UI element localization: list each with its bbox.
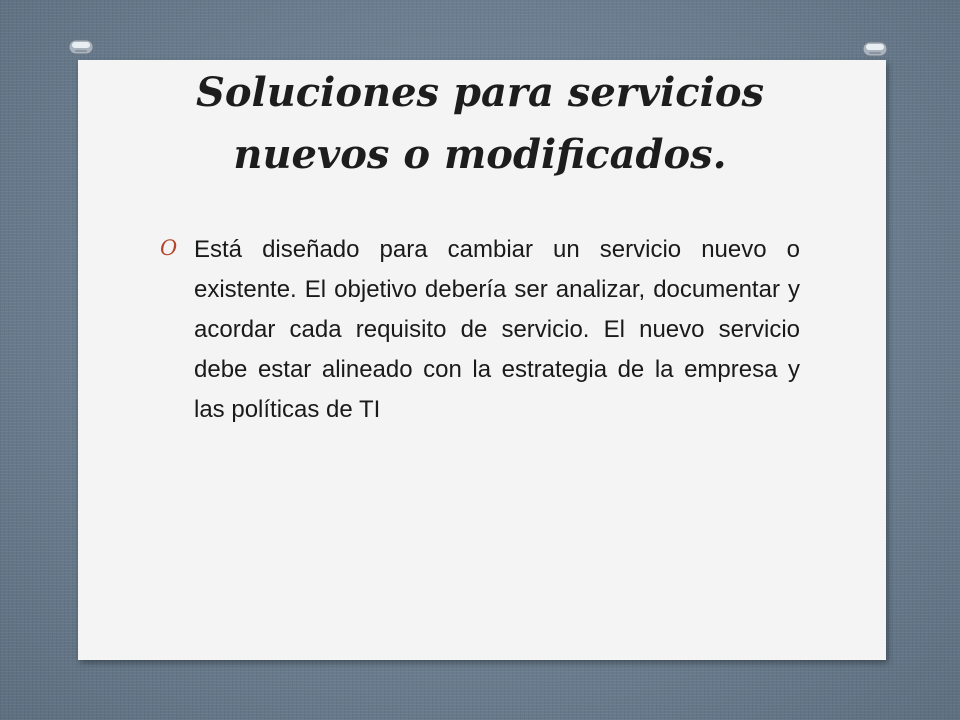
- slide-title: [150, 62, 810, 186]
- pushpin-left-icon: [68, 38, 94, 56]
- pushpin-right-icon: [862, 40, 888, 58]
- slide-title-line-2: nuevos o modificados.: [233, 131, 727, 178]
- bullet-item: [160, 230, 800, 430]
- slide-title-line-1: Soluciones para servicios: [195, 69, 765, 116]
- bullet-text: Está diseñado para cambiar un servicio nuevo o existente. El objetivo debería ser analizar, documentar y acordar cada requisito de servicio. El nuevo servicio debe estar alineado con la estrategia de la empresa y las políticas de TI: [194, 236, 800, 423]
- bullet-marker-icon: O: [160, 236, 178, 260]
